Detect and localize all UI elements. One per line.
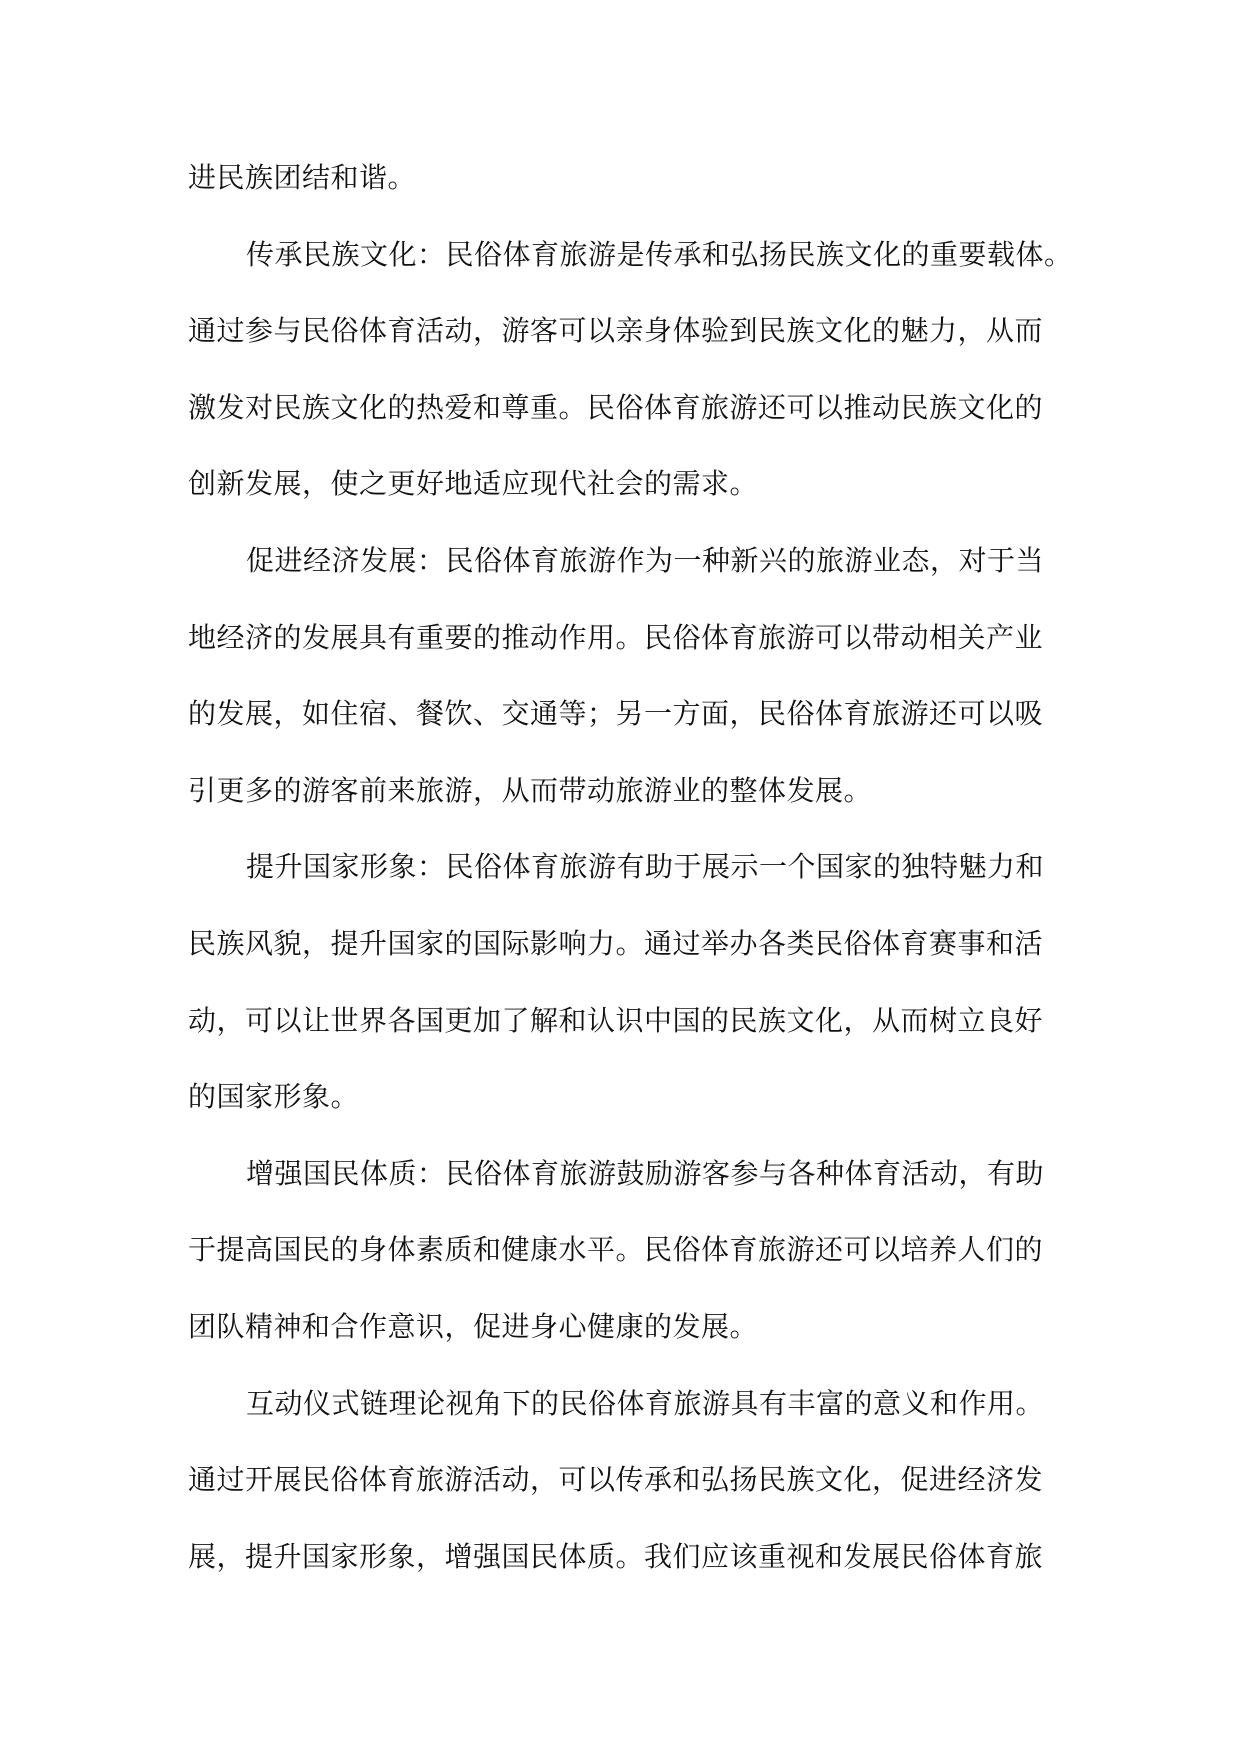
text-line: 激发对民族文化的热爱和尊重。民俗体育旅游还可以推动民族文化的 <box>188 390 1044 424</box>
paragraph-start-line: 互动仪式链理论视角下的民俗体育旅游具有丰富的意义和作用。 <box>246 1386 1045 1420</box>
paragraph-start-line: 传承民族文化：民俗体育旅游是传承和弘扬民族文化的重要载体。 <box>246 237 1073 271</box>
text-line: 通过开展民俗体育旅游活动，可以传承和弘扬民族文化，促进经济发 <box>188 1463 1044 1497</box>
document-body <box>188 140 1073 1595</box>
text-line: 通过参与民俗体育活动，游客可以亲身体验到民族文化的魅力，从而 <box>188 314 1044 348</box>
paragraph-start-line: 增强国民体质：民俗体育旅游鼓励游客参与各种体育活动，有助 <box>246 1156 1045 1190</box>
text-line: 引更多的游客前来旅游，从而带动旅游业的整体发展。 <box>188 773 873 807</box>
text-line: 团队精神和合作意识，促进身心健康的发展。 <box>188 1309 759 1343</box>
text-line: 创新发展，使之更好地适应现代社会的需求。 <box>188 467 759 501</box>
text-line: 的发展，如住宿、餐饮、交通等；另一方面，民俗体育旅游还可以吸 <box>188 697 1044 731</box>
paragraph-start-line: 促进经济发展：民俗体育旅游作为一种新兴的旅游业态，对于当 <box>246 543 1045 577</box>
text-line: 进民族团结和谐。 <box>188 161 417 194</box>
text-line: 动，可以让世界各国更加了解和认识中国的民族文化，从而树立良好 <box>188 1003 1044 1037</box>
text-line: 地经济的发展具有重要的推动作用。民俗体育旅游可以带动相关产业 <box>188 620 1044 654</box>
text-line: 的国家形象。 <box>188 1080 360 1114</box>
paragraph-start-line: 提升国家形象：民俗体育旅游有助于展示一个国家的独特魅力和 <box>246 850 1045 884</box>
text-line: 展，提升国家形象，增强国民体质。我们应该重视和发展民俗体育旅 <box>188 1539 1044 1573</box>
text-line: 于提高国民的身体素质和健康水平。民俗体育旅游还可以培养人们的 <box>188 1233 1044 1267</box>
text-line: 民族风貌，提升国家的国际影响力。通过举办各类民俗体育赛事和活 <box>188 926 1044 960</box>
